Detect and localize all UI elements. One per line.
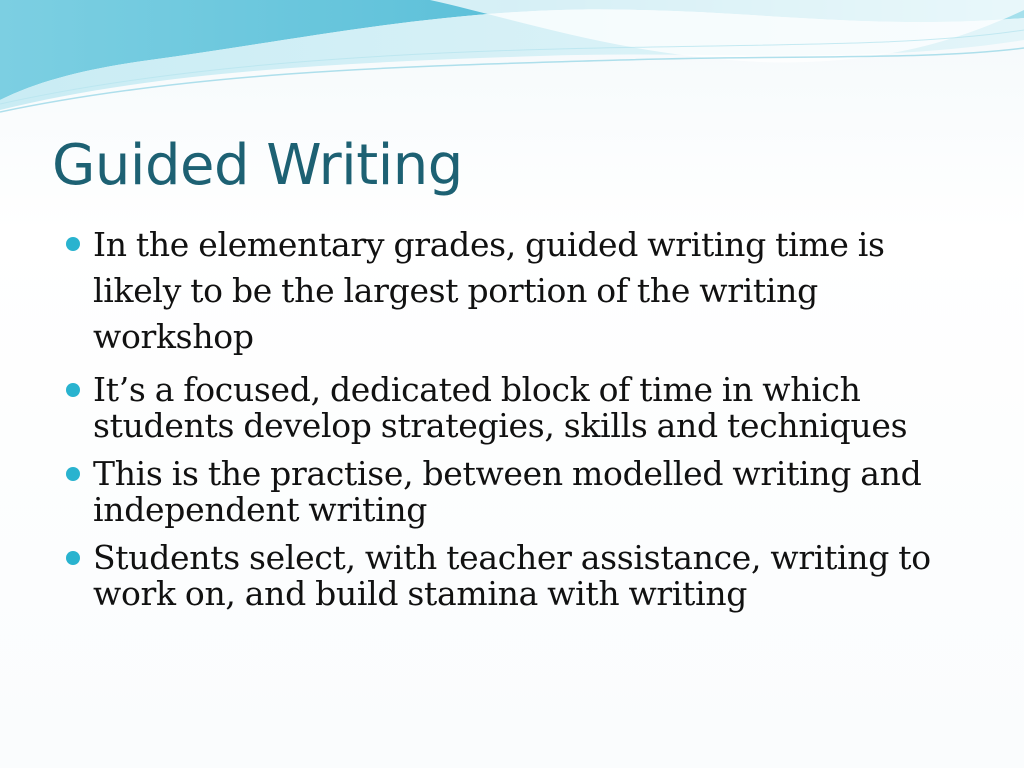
bullet-text: This is the practise, between modelled writing and independent writing [93,454,922,529]
bullet-dot-icon [66,383,80,397]
bullet-item [64,540,964,612]
bullet-list [64,222,964,612]
header-wave-decoration [0,0,1024,130]
bullet-item [64,372,964,444]
slide-title: Guided Writing [52,133,463,198]
bullet-item [64,222,964,360]
bullet-dot-icon [66,551,80,565]
bullet-dot-icon [66,237,80,251]
bullet-item [64,456,964,528]
bullet-text: Students select, with teacher assistance, writing to work on, and build stamina with writing [93,538,931,613]
bullet-text: In the elementary grades, guided writing time is likely to be the largest portion of the writing workshop [93,225,885,356]
bullet-text: It’s a focused, dedicated block of time in which students develop strategies, skills and techniques [93,370,908,445]
bullet-dot-icon [66,467,80,481]
